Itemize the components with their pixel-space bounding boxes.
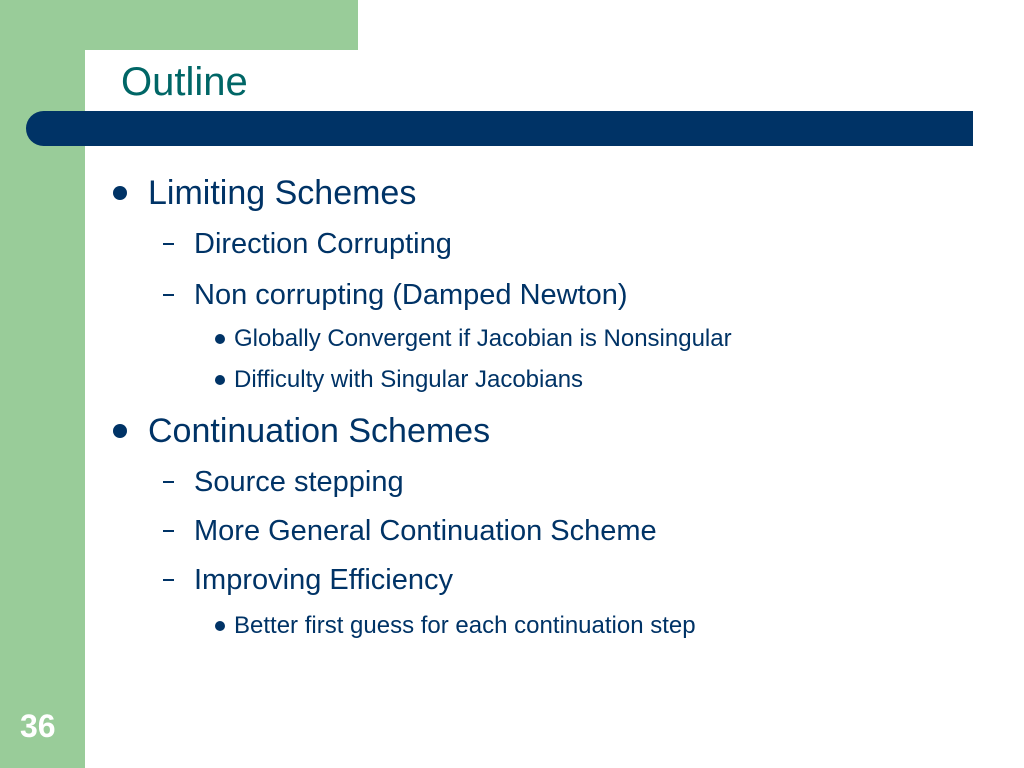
outline-item-text: Source stepping	[194, 466, 404, 498]
dash-bullet-icon	[163, 481, 174, 483]
outline-item-text: Direction Corrupting	[194, 228, 452, 260]
outline-item-text: Limiting Schemes	[148, 174, 417, 212]
outline-item-level-2	[163, 514, 657, 548]
outline-item-level-2	[163, 227, 452, 261]
outline-item-text: Globally Convergent if Jacobian is Nonsingular	[234, 325, 732, 352]
outline-item-level-1	[113, 173, 416, 213]
outline-item-text: Non corrupting (Damped Newton)	[194, 279, 628, 311]
title-underline-bar	[26, 111, 973, 146]
outline-item-text: More General Continuation Scheme	[194, 515, 657, 547]
dash-bullet-icon	[163, 579, 174, 581]
bullet-dot-icon	[113, 424, 127, 438]
outline-item-level-3	[215, 612, 696, 640]
bullet-dot-icon	[113, 186, 127, 200]
outline-item-level-2	[163, 563, 453, 597]
outline-item-text: Continuation Schemes	[148, 412, 491, 450]
outline-item-level-1	[113, 411, 490, 451]
dash-bullet-icon	[163, 530, 174, 532]
bullet-dot-icon	[215, 375, 225, 385]
outline-item-level-3	[215, 325, 732, 353]
outline-item-text: Better first guess for each continuation step	[234, 612, 696, 639]
slide-title: Outline	[121, 60, 248, 104]
dash-bullet-icon	[163, 294, 174, 296]
dash-bullet-icon	[163, 243, 174, 245]
outline-item-level-2	[163, 465, 404, 499]
outline-item-text: Difficulty with Singular Jacobians	[234, 366, 584, 393]
outline-item-text: Improving Efficiency	[194, 564, 453, 596]
outline-item-level-2	[163, 278, 628, 312]
slide-page-number: 36	[20, 708, 56, 744]
bullet-dot-icon	[215, 621, 225, 631]
bullet-dot-icon	[215, 334, 225, 344]
outline-item-level-3	[215, 366, 583, 394]
top-green-band	[0, 0, 358, 50]
